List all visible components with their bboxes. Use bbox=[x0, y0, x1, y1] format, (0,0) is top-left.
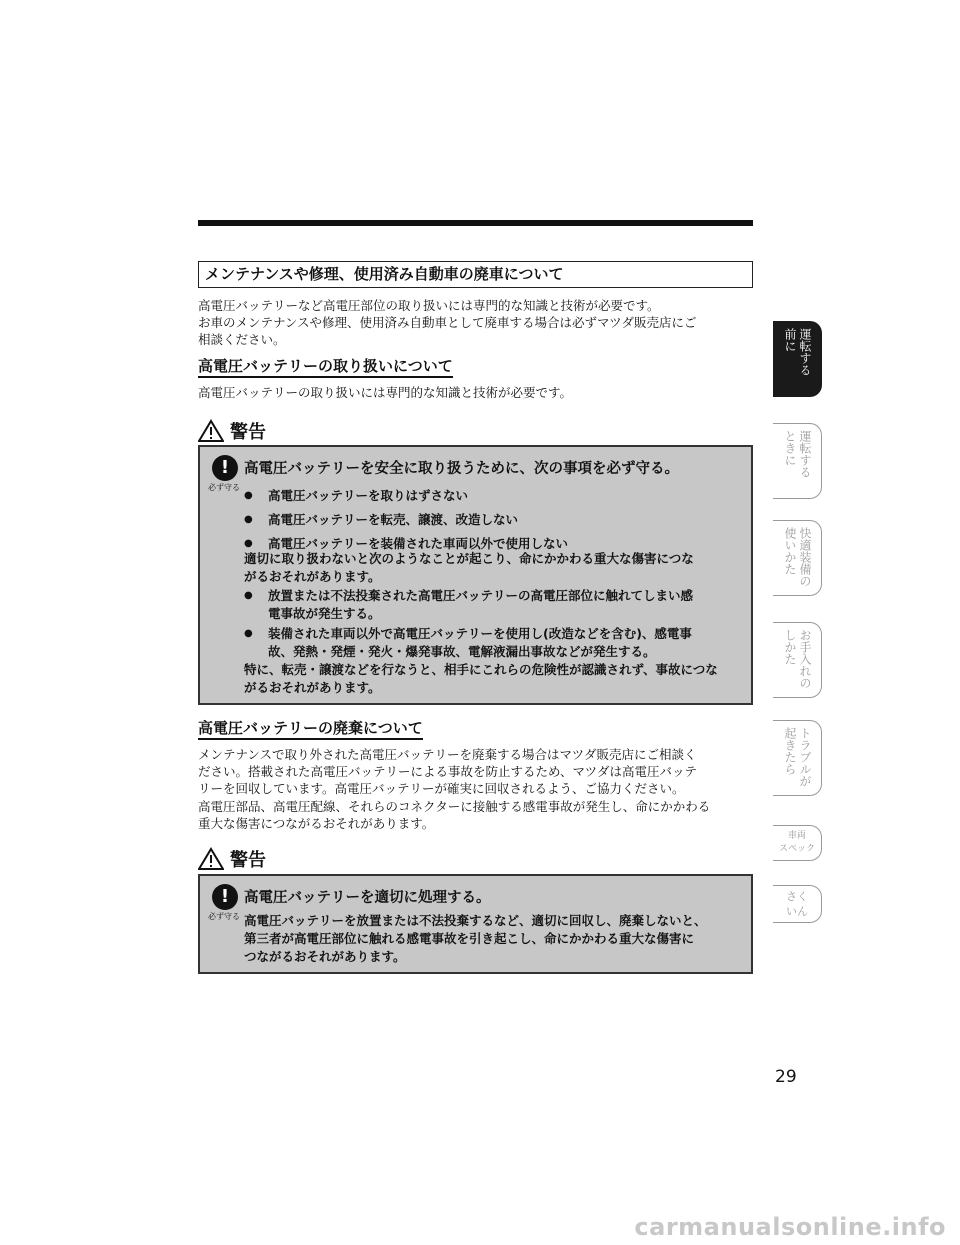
warning1-bullet-3: ● 高電圧バッテリーを装備された車両以外で使用しない bbox=[244, 535, 744, 553]
disposal-line-2: ださい。搭載された高電圧バッテリーによる事故を防止するため、マツダは高電圧バッテ bbox=[198, 764, 698, 779]
warning-box-1 bbox=[198, 445, 753, 705]
warning-label: 警告 bbox=[230, 850, 266, 871]
exclamation-icon: ! bbox=[212, 884, 238, 910]
warning-heading-2 bbox=[198, 846, 266, 872]
disposal-line-1: メンテナンスで取り外された高電圧バッテリーを廃棄する場合はマツダ販売店にご相談く bbox=[198, 747, 697, 762]
warning1-para2-line2: がるおそれがあります。 bbox=[244, 680, 381, 695]
tab-maintenance[interactable]: お手入れの しかた bbox=[773, 622, 822, 698]
warning2-line-1: 高電圧バッテリーを放置または不法投棄するなど、適切に回収し、廃棄しないと、 bbox=[244, 913, 707, 928]
intro-line-3: 相談ください。 bbox=[198, 332, 286, 347]
warning2-line-2: 第三者が高電圧部位に触れる感電事故を引き起こし、命にかかわる重大な傷害に bbox=[244, 931, 695, 946]
warning1-para1-line2: がるおそれがあります。 bbox=[244, 569, 381, 584]
warning1-para2-line1: 特に、転売・譲渡などを行なうと、相手にこれらの危険性が認識されず、事故につな bbox=[244, 662, 718, 677]
section-title: メンテナンスや修理、使用済み自動車の廃車について bbox=[198, 261, 753, 288]
warning2-title: 高電圧バッテリーを適切に処理する。 bbox=[244, 890, 491, 906]
must-follow-badge: ! 必ず守る bbox=[208, 886, 240, 921]
disposal-line-3: リーを回収しています。高電圧バッテリーが確実に回収されるよう、ご協力ください。 bbox=[198, 781, 685, 796]
warning-heading-1 bbox=[198, 418, 266, 444]
handling-text: 高電圧バッテリーの取り扱いには専門的な知識と技術が必要です。 bbox=[198, 385, 573, 400]
handling-heading: 高電圧バッテリーの取り扱いについて bbox=[198, 357, 453, 378]
warning1-title: 高電圧バッテリーを安全に取り扱うために、次の事項を必ず守る。 bbox=[244, 461, 679, 477]
warning1-bullet-2: ● 高電圧バッテリーを転売、譲渡、改造しない bbox=[244, 511, 744, 529]
exclamation-icon: ! bbox=[212, 455, 238, 481]
tab-index[interactable]: さく いん bbox=[773, 885, 822, 923]
disposal-line-5: 重大な傷害につながるおそれがあります。 bbox=[198, 816, 435, 831]
page-number: 29 bbox=[775, 1067, 797, 1087]
disposal-heading: 高電圧バッテリーの廃棄について bbox=[198, 719, 423, 740]
warning1-bullet2-1: ● 放置または不法投棄された高電圧バッテリーの高電圧部位に触れてしまい感 電事故が発生する。 bbox=[244, 587, 744, 623]
top-rule bbox=[198, 220, 753, 226]
intro-line-2: お車のメンテナンスや修理、使用済み自動車として廃車する場合は必ずマツダ販売店にご bbox=[198, 315, 697, 330]
warning1-bullet2-2: ● 装備された車両以外で高電圧バッテリーを使用し(改造などを含む)、感電事 故、発熱・発煙・発火・爆発事故、電解液漏出事故などが発生する。 bbox=[244, 625, 744, 661]
warning-triangle-icon bbox=[198, 419, 224, 443]
warning2-line-3: つながるおそれがあります。 bbox=[244, 949, 406, 964]
warning1-para1-line1: 適切に取り扱わないと次のようなことが起こり、命にかかわる重大な傷害につな bbox=[244, 551, 694, 566]
warning1-bullet-1: ● 高電圧バッテリーを取りはずさない bbox=[244, 487, 744, 505]
disposal-line-4: 高電圧部品、高電圧配線、それらのコネクターに接触する感電事故が発生し、命にかかわる bbox=[198, 799, 711, 814]
must-follow-badge: ! 必ず守る bbox=[208, 457, 240, 492]
warning-box-2 bbox=[198, 874, 753, 974]
tab-while-driving[interactable]: 運転する ときに bbox=[773, 423, 822, 499]
tab-specifications[interactable]: 車両 スペック bbox=[773, 825, 822, 861]
warning-triangle-icon bbox=[198, 847, 224, 871]
tab-comfort-features[interactable]: 快適装備の 使いかた bbox=[773, 520, 822, 596]
tab-before-driving[interactable]: 運転する 前に bbox=[773, 321, 822, 397]
watermark: carmanualsonline.info bbox=[634, 1213, 946, 1241]
tab-troubleshooting[interactable]: トラブルが 起きたら bbox=[773, 720, 822, 796]
warning-label: 警告 bbox=[230, 422, 266, 443]
intro-line-1: 高電圧バッテリーなど高電圧部位の取り扱いには専門的な知識と技術が必要です。 bbox=[198, 298, 660, 313]
